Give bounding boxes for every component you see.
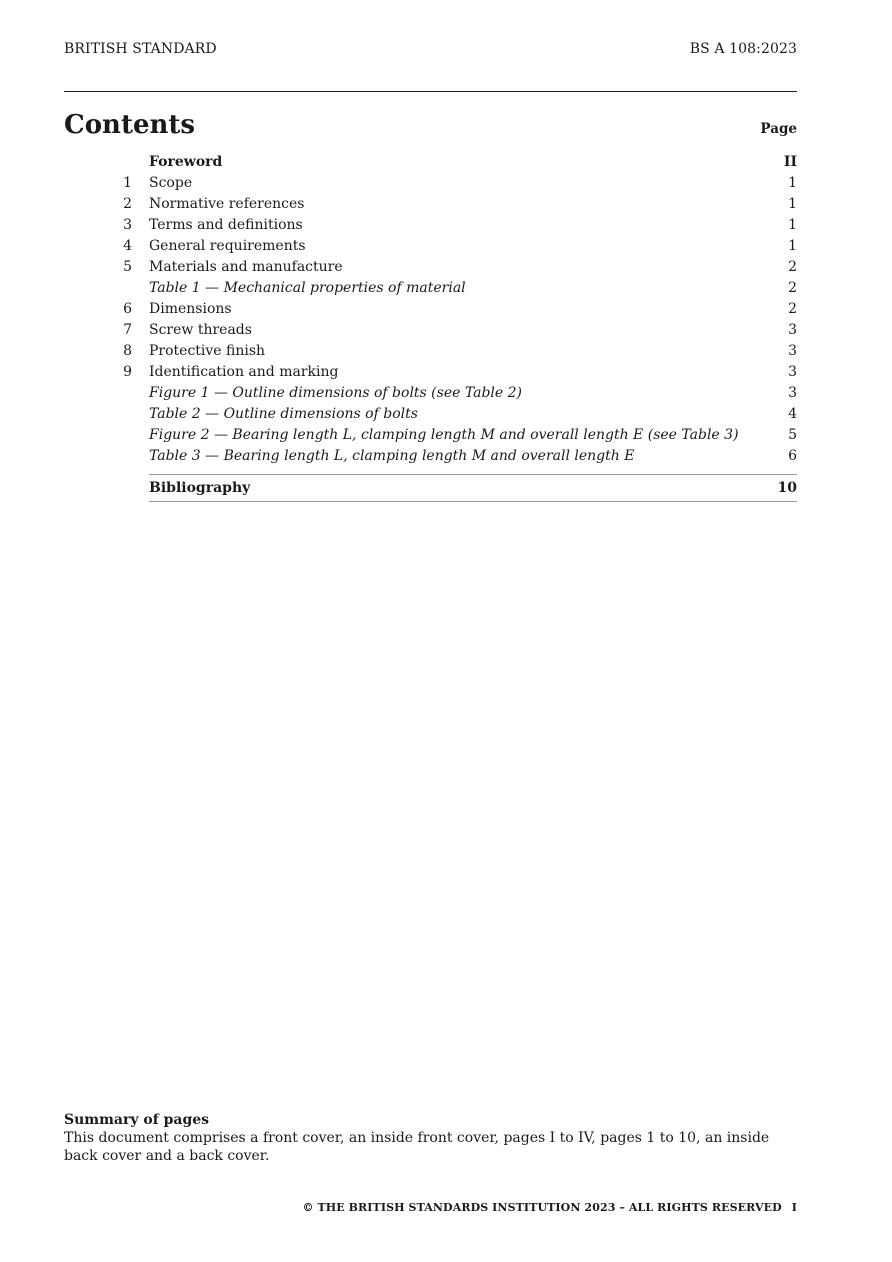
toc-entry[interactable] [110, 217, 797, 238]
toc-entry[interactable] [110, 322, 797, 343]
toc-entry[interactable] [110, 238, 797, 259]
toc-entry-page: 1 [788, 175, 797, 191]
page-footer [302, 1201, 797, 1214]
toc-entry-number: 3 [123, 217, 132, 233]
toc-entry-title: Scope [149, 175, 193, 191]
header-document-number: BS A 108:2023 [689, 41, 797, 57]
contents-heading [64, 110, 797, 140]
toc-entry[interactable] [110, 196, 797, 217]
toc-entry[interactable] [110, 385, 797, 406]
toc-entry-title: Materials and manufacture [149, 259, 343, 275]
toc-entry-number: 5 [123, 259, 132, 275]
contents-title: Contents [64, 110, 196, 140]
toc-entry-number: 2 [123, 196, 132, 212]
summary-text: This document comprises a front cover, an inside front cover, pages I to IV, pages 1 to 10, an inside back cover and a back cover. [64, 1130, 770, 1164]
toc-entry-number: 8 [123, 343, 132, 359]
page-number: I [791, 1201, 797, 1214]
toc-entry-page: 10 [777, 480, 797, 496]
toc-entry-page: 3 [788, 385, 797, 401]
toc-entry[interactable] [110, 406, 797, 427]
toc-entry-page: 2 [788, 280, 797, 296]
toc-entry-title: Table 2 — Outline dimensions of bolts [149, 406, 418, 422]
toc-entry-title: Identification and marking [149, 364, 339, 380]
toc-entry[interactable] [110, 175, 797, 196]
toc-entry[interactable] [110, 343, 797, 364]
toc-entry-page: 3 [788, 364, 797, 380]
toc-entry-number: 9 [123, 364, 132, 380]
toc-entry-title: Bibliography [149, 480, 251, 496]
toc-entry-title: Terms and definitions [149, 217, 303, 233]
toc-entry-page: 4 [788, 406, 797, 422]
toc-entry-number: 7 [123, 322, 132, 338]
toc-entry-page: 5 [788, 427, 797, 443]
toc-entry-title: Figure 1 — Outline dimensions of bolts (see Table 2) [149, 385, 522, 401]
toc-entry[interactable] [110, 427, 797, 448]
toc-entry[interactable] [110, 364, 797, 385]
toc-entry-bibliography[interactable] [149, 474, 797, 502]
running-header [64, 41, 797, 57]
copyright-notice: © THE BRITISH STANDARDS INSTITUTION 2023 – ALL RIGHTS RESERVED [302, 1201, 782, 1214]
toc-entry-page: 2 [788, 259, 797, 275]
toc-entry-page: 2 [788, 301, 797, 317]
toc-entry-number: 1 [123, 175, 132, 191]
table-of-contents [110, 154, 797, 502]
toc-entry-page: II [783, 154, 797, 170]
toc-entry-title: Dimensions [149, 301, 232, 317]
page-column-label: Page [760, 121, 797, 137]
toc-entry-title: Figure 2 — Bearing length L, clamping length M and overall length E (see Table 3) [149, 427, 739, 443]
toc-entry-title: Table 1 — Mechanical properties of material [149, 280, 466, 296]
toc-entry-page: 6 [788, 448, 797, 464]
toc-entry-title: Screw threads [149, 322, 252, 338]
toc-entry[interactable] [110, 280, 797, 301]
toc-entry-title: Table 3 — Bearing length L, clamping length M and overall length E [149, 448, 635, 464]
toc-entry[interactable] [110, 154, 797, 175]
toc-entry-page: 1 [788, 238, 797, 254]
toc-entry[interactable] [110, 259, 797, 280]
header-left: BRITISH STANDARD [64, 41, 217, 57]
toc-entry-page: 3 [788, 322, 797, 338]
toc-entry[interactable] [110, 448, 797, 469]
toc-entry[interactable] [110, 301, 797, 322]
toc-entry-page: 1 [788, 196, 797, 212]
toc-entry-title: Normative references [149, 196, 305, 212]
toc-entry-number: 4 [123, 238, 132, 254]
toc-entry-title: General requirements [149, 238, 306, 254]
toc-entry-number: 6 [123, 301, 132, 317]
toc-entry-title: Foreword [149, 154, 223, 170]
toc-entry-page: 1 [788, 217, 797, 233]
header-rule [64, 91, 797, 92]
summary-title: Summary of pages [64, 1112, 210, 1128]
toc-entry-page: 3 [788, 343, 797, 359]
summary-of-pages [64, 1111, 799, 1165]
toc-entry-title: Protective finish [149, 343, 266, 359]
